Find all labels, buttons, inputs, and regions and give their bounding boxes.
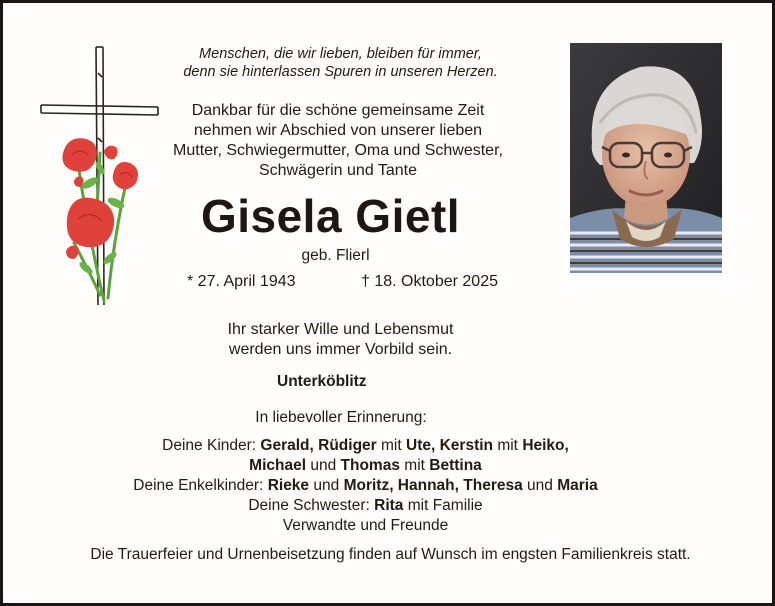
place-name: Unterköblitz: [277, 373, 367, 390]
child-name: Kerstin: [439, 437, 494, 454]
grandchildren-line: [63, 476, 668, 496]
children-line-2: [63, 456, 668, 476]
deceased-name: Gisela Gietl: [200, 190, 461, 242]
cross-with-roses-icon: [38, 43, 163, 305]
sister-label: Deine Schwester:: [248, 497, 370, 514]
birth-name: geb. Flierl: [301, 247, 370, 264]
poem-line: denn sie hinterlassen Spuren in unseren Herzen.: [183, 64, 498, 80]
intro-line: nehmen wir Abschied von unserer lieben: [193, 122, 483, 139]
grandchild-name: Maria: [557, 477, 598, 494]
motto: [168, 320, 513, 360]
grandchild-name: Rieke: [267, 477, 310, 494]
child-name: Thomas: [340, 457, 400, 474]
poem: [168, 45, 513, 81]
sister-name: Rita: [374, 497, 404, 514]
sister-line: [63, 496, 668, 516]
death-date: † 18. Oktober 2025: [361, 273, 498, 290]
child-name: Rüdiger: [318, 437, 377, 454]
connector-text: mit: [404, 457, 425, 474]
relatives-line: Verwandte und Freunde: [282, 517, 449, 534]
partner-name: Heiko,: [522, 437, 569, 454]
memory-line: In liebevoller Erinnerung:: [255, 409, 427, 426]
connector-text: und: [310, 457, 337, 474]
funeral-notice: Die Trauerfeier und Urnenbeisetzung finden auf Wunsch im engsten Familienkreis statt.: [90, 546, 691, 563]
children-label: Deine Kinder:: [162, 437, 257, 454]
child-name: Gerald,: [260, 437, 314, 454]
grandchildren-label: Deine Enkelkinder:: [133, 477, 264, 494]
connector-text: und: [313, 477, 340, 494]
family-list: [63, 436, 668, 536]
motto-line: Ihr starker Wille und Lebensmut: [227, 321, 454, 338]
poem-line: Menschen, die wir lieben, bleiben für immer,: [199, 46, 482, 62]
intro-line: Mutter, Schwiegermutter, Oma und Schwester,: [173, 142, 503, 159]
connector-text: mit: [381, 437, 402, 454]
partner-name: Ute,: [406, 437, 436, 454]
child-name: Michael: [249, 457, 307, 474]
children-line: [63, 436, 668, 456]
grandchild-name: Moritz, Hannah, Theresa: [343, 477, 523, 494]
sister-suffix: mit Familie: [407, 497, 483, 514]
intro-line: Schwägerin und Tante: [258, 162, 418, 179]
partner-name: Bettina: [429, 457, 482, 474]
connector-text: und: [527, 477, 553, 494]
motto-line: werden uns immer Vorbild sein.: [228, 341, 453, 358]
birth-date: * 27. April 1943: [187, 273, 296, 290]
portrait-photo: [570, 43, 722, 273]
intro-text: [148, 101, 528, 181]
intro-line: Dankbar für die schöne gemeinsame Zeit: [191, 102, 485, 119]
connector-text: mit: [497, 437, 518, 454]
